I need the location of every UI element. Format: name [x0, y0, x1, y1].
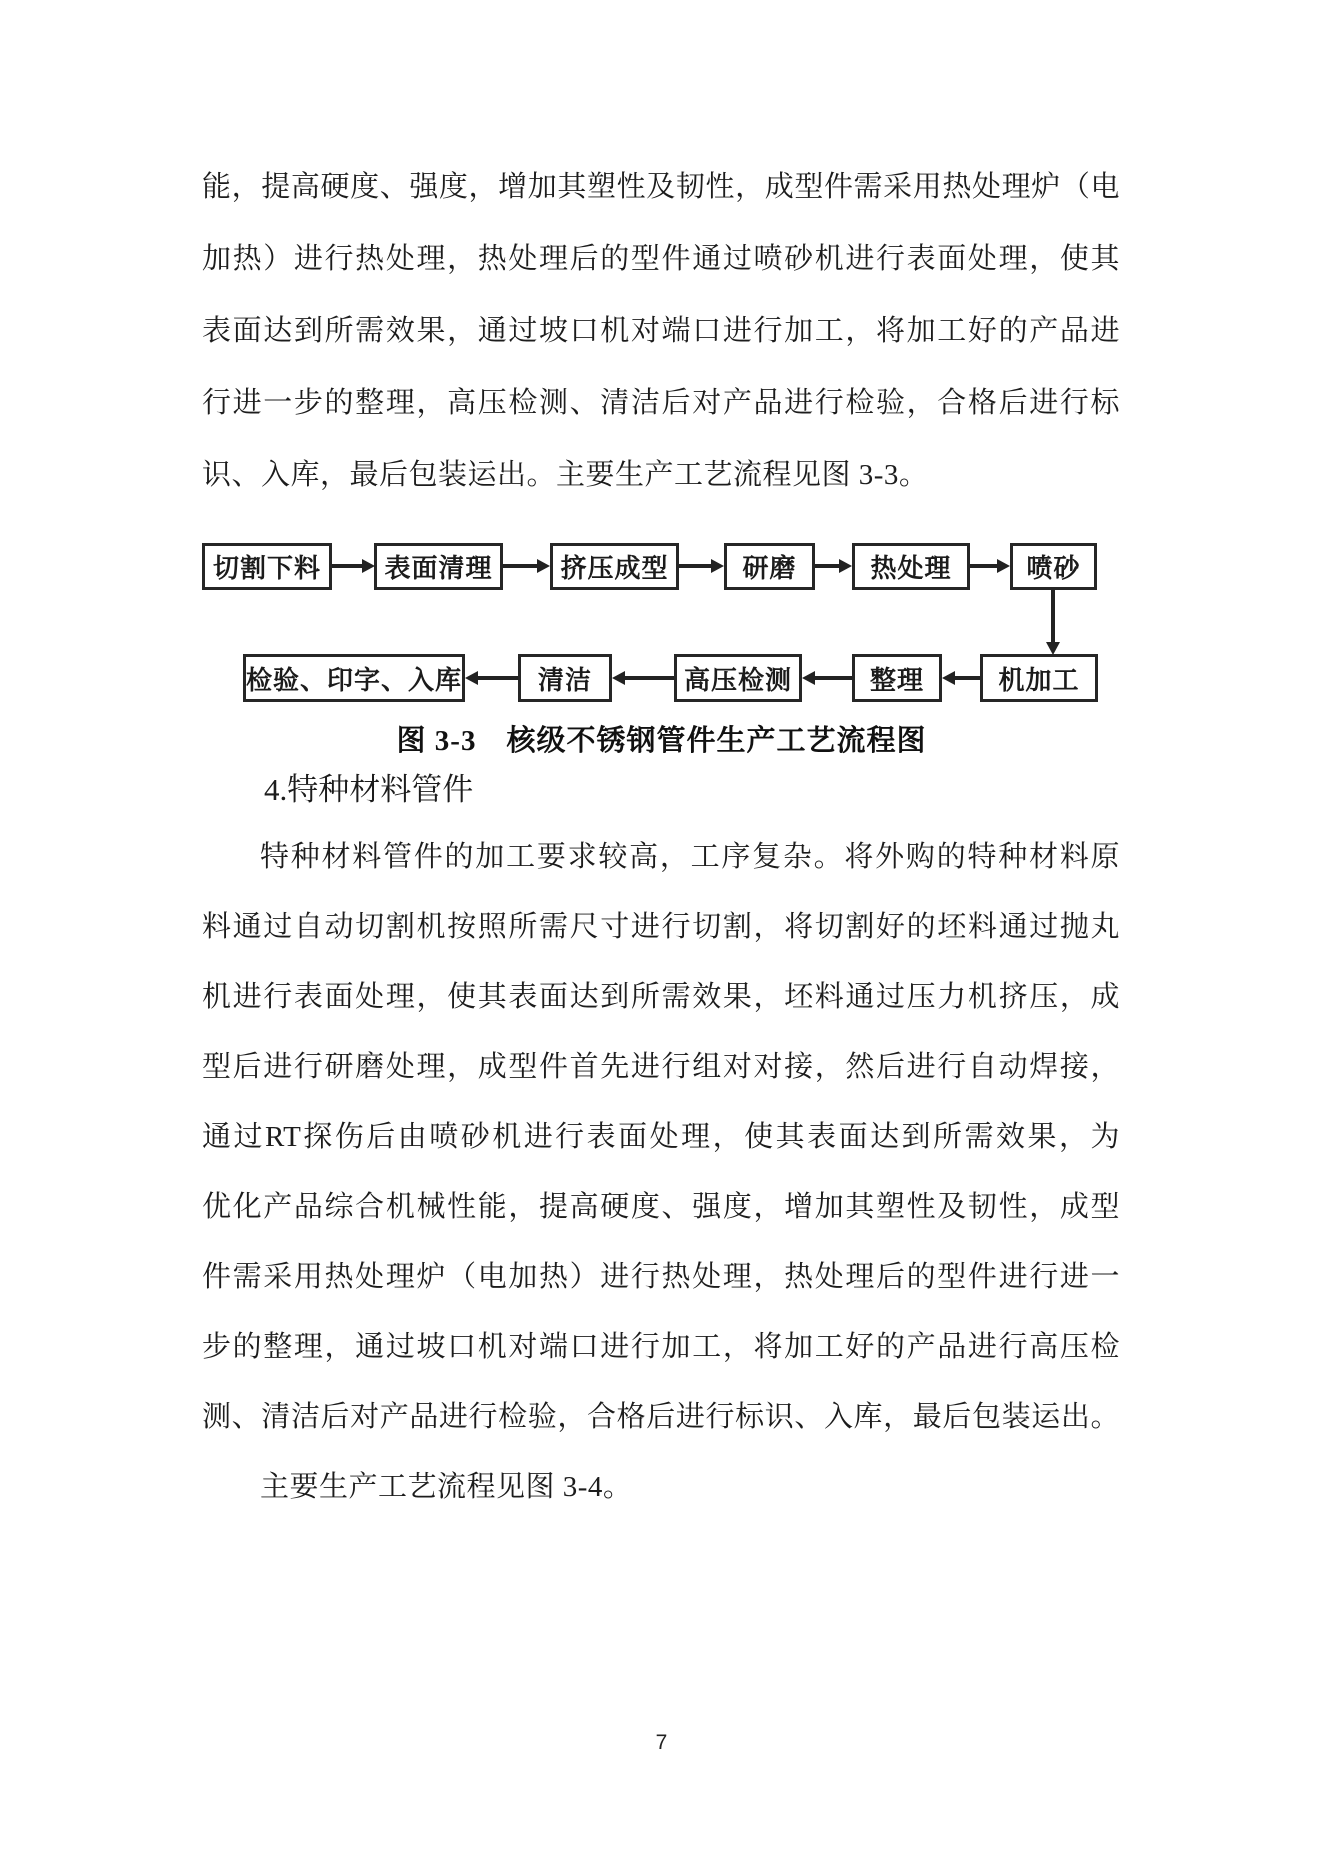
paragraph-2	[202, 822, 1120, 1452]
paragraph-line: 测、清洁后对产品进行检验，合格后进行标识、入库，最后包装运出。	[202, 1401, 1120, 1433]
arrow-right-icon	[332, 564, 363, 568]
flow-box-cleaning: 清洁	[518, 654, 612, 702]
paragraph-line: 主要生产工艺流程见图 3-4。	[260, 1471, 633, 1503]
paragraph-3	[202, 1452, 1120, 1522]
flow-box-heat-treatment: 热处理	[852, 543, 970, 590]
paragraph-line: 行进一步的整理，高压检测、清洁后对产品进行检验，合格后进行标	[202, 387, 1120, 419]
figure-caption: 图 3-3 核级不锈钢管件生产工艺流程图	[396, 725, 927, 757]
arrow-right-icon	[970, 564, 998, 568]
paragraph-line: 识、入库，最后包装运出。主要生产工艺流程见图 3-3。	[202, 459, 929, 491]
paragraph-1	[202, 151, 1120, 511]
paragraph-line: 加热）进行热处理，热处理后的型件通过喷砂机进行表面处理，使其	[202, 243, 1120, 275]
arrow-right-icon	[815, 564, 840, 568]
flow-box-tidying: 整理	[852, 654, 942, 702]
paragraph-line: 步的整理，通过坡口机对端口进行加工，将加工好的产品进行高压检	[202, 1331, 1120, 1363]
arrow-left-icon	[624, 676, 674, 680]
paragraph-line: 通过RT探伤后由喷砂机进行表面处理，使其表面达到所需效果，为	[202, 1121, 1120, 1153]
paragraph-line: 优化产品综合机械性能，提高硬度、强度，增加其塑性及韧性，成型	[202, 1191, 1120, 1223]
figure-3-3-flowchart	[0, 525, 1323, 755]
arrow-left-icon	[814, 676, 852, 680]
paragraph-line: 能，提高硬度、强度，增加其塑性及韧性，成型件需采用热处理炉（电	[202, 171, 1120, 203]
flow-box-inspection-marking-storage: 检验、印字、入库	[243, 654, 465, 702]
arrow-down-icon	[1051, 590, 1055, 644]
flow-box-pressure-test: 高压检测	[674, 654, 802, 702]
paragraph-line: 型后进行研磨处理，成型件首先进行组对对接，然后进行自动焊接，	[202, 1051, 1120, 1083]
paragraph-line: 特种材料管件的加工要求较高，工序复杂。将外购的特种材料原	[260, 841, 1120, 873]
arrow-right-icon	[503, 564, 538, 568]
paragraph-line: 表面达到所需效果，通过坡口机对端口进行加工，将加工好的产品进	[202, 315, 1120, 347]
page-number: 7	[655, 1731, 668, 1754]
paragraph-line: 料通过自动切割机按照所需尺寸进行切割，将切割好的坯料通过抛丸	[202, 911, 1120, 943]
section-heading: 4.特种材料管件	[264, 772, 474, 807]
flow-box-machining: 机加工	[980, 654, 1098, 702]
arrow-left-icon	[477, 676, 518, 680]
arrow-left-icon	[954, 676, 980, 680]
flow-box-sandblasting: 喷砂	[1010, 543, 1097, 590]
paragraph-line: 件需采用热处理炉（电加热）进行热处理，热处理后的型件进行进一	[202, 1261, 1120, 1293]
arrow-right-icon	[679, 564, 712, 568]
flow-box-grinding: 研磨	[724, 543, 815, 590]
flow-box-cutting: 切割下料	[202, 543, 332, 590]
flow-box-surface-cleaning: 表面清理	[374, 543, 503, 590]
flow-box-extrusion-forming: 挤压成型	[550, 543, 679, 590]
paragraph-line: 机进行表面处理，使其表面达到所需效果，坯料通过压力机挤压，成	[202, 981, 1120, 1013]
